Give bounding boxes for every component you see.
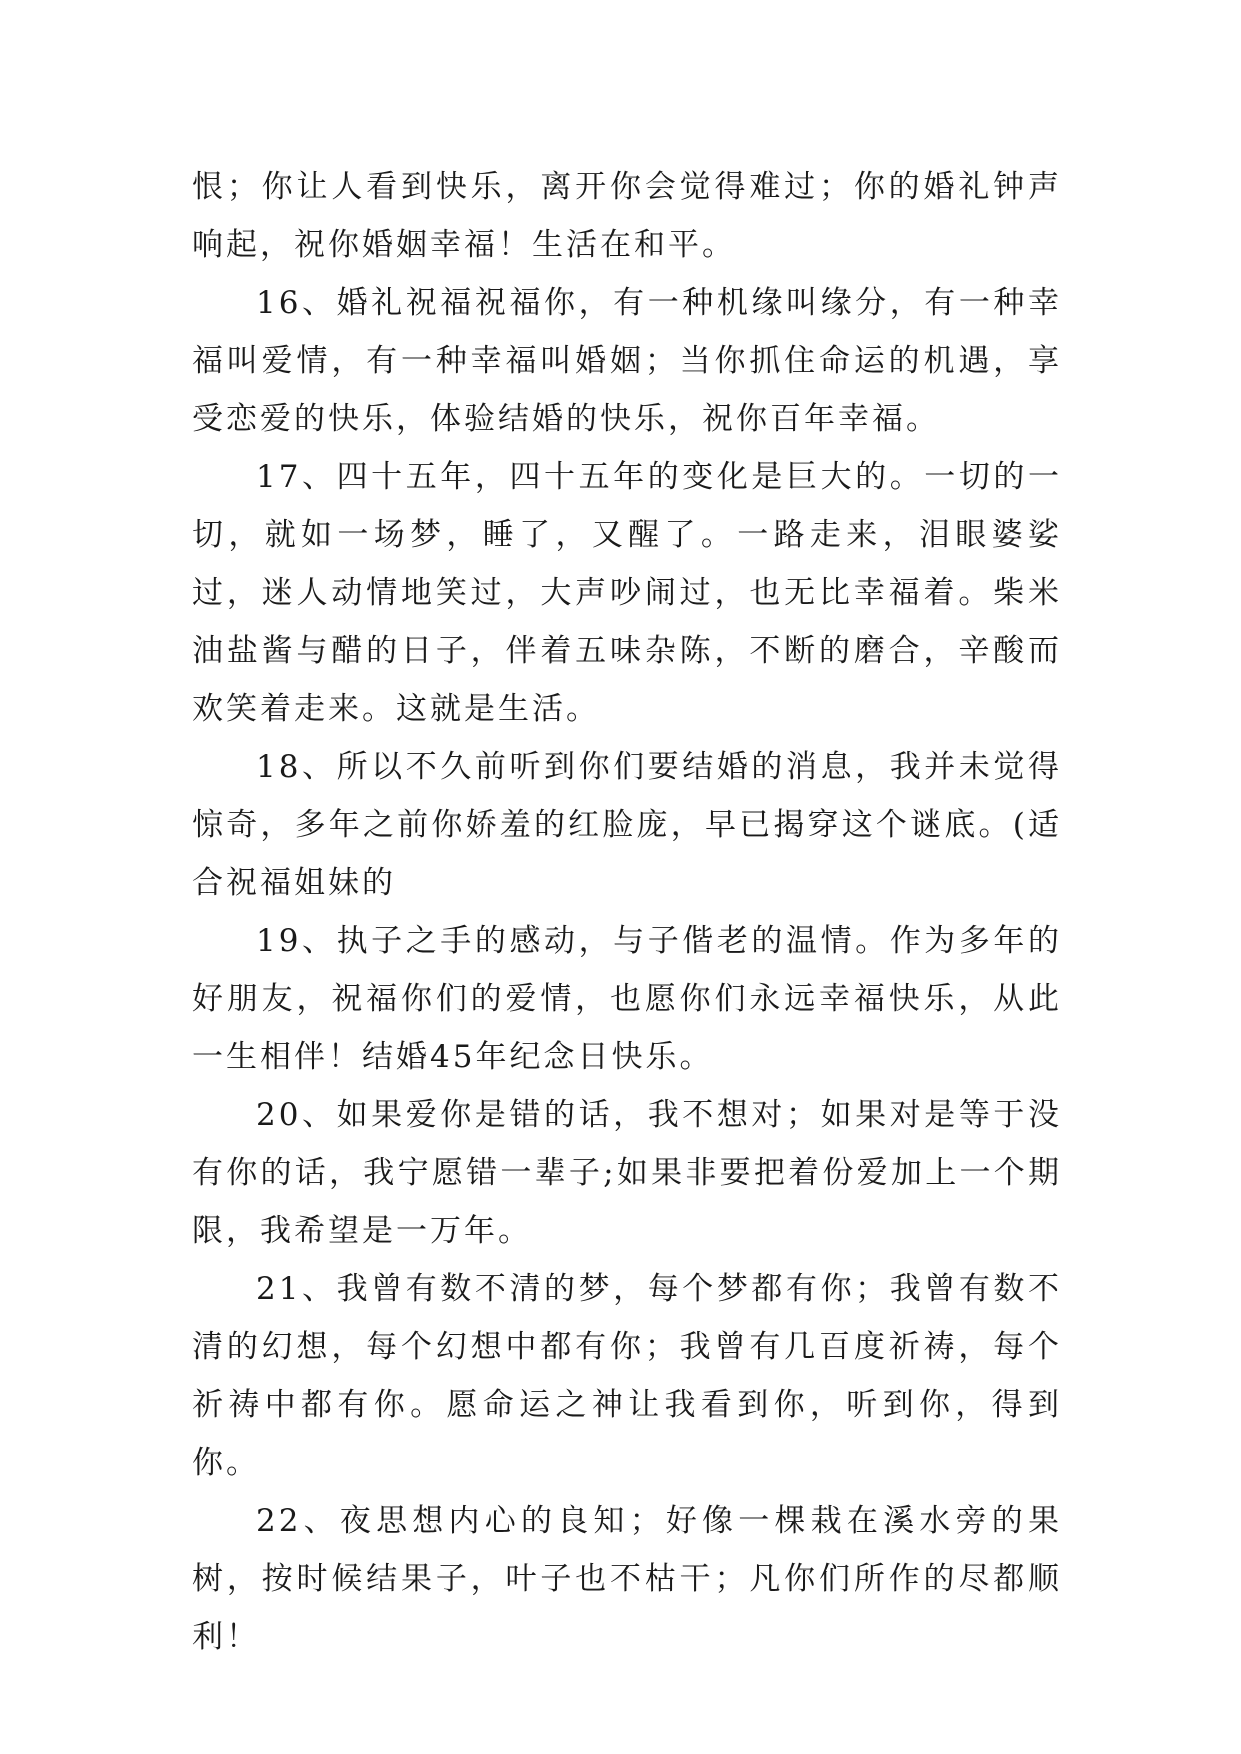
- paragraph-16: 16、婚礼祝福祝福你，有一种机缘叫缘分，有一种幸福叫爱情，有一种幸福叫婚姻；当你抓住命运的机遇，享受恋爱的快乐，体验结婚的快乐，祝你百年幸福。: [192, 285, 1062, 437]
- paragraph-21: 21、我曾有数不清的梦，每个梦都有你；我曾有数不清的幻想，每个幻想中都有你；我曾有几百度祈祷，每个祈祷中都有你。愿命运之神让我看到你，听到你，得到你。: [192, 1271, 1062, 1481]
- paragraph-18: 18、所以不久前听到你们要结婚的消息，我并未觉得惊奇，多年之前你娇羞的红脸庞，早已揭穿这个谜底。(适合祝福姐妹的: [192, 749, 1062, 901]
- document-body: [192, 158, 1062, 1666]
- paragraph-20: 20、如果爱你是错的话，我不想对；如果对是等于没有你的话，我宁愿错一辈子;如果非要把着份爱加上一个期限，我希望是一万年。: [192, 1097, 1062, 1249]
- paragraph-19: 19、执子之手的感动，与子偕老的温情。作为多年的好朋友，祝福你们的爱情，也愿你们永远幸福快乐，从此一生相伴！结婚45年纪念日快乐。: [192, 923, 1062, 1075]
- paragraph-continuation: 恨；你让人看到快乐，离开你会觉得难过；你的婚礼钟声响起，祝你婚姻幸福！生活在和平。: [192, 169, 1062, 263]
- paragraph-22: 22、夜思想内心的良知；好像一棵栽在溪水旁的果树，按时候结果子，叶子也不枯干；凡你们所作的尽都顺利！: [192, 1503, 1062, 1655]
- paragraph-17: 17、四十五年，四十五年的变化是巨大的。一切的一切，就如一场梦，睡了，又醒了。一路走来，泪眼婆娑过，迷人动情地笑过，大声吵闹过，也无比幸福着。柴米油盐酱与醋的日子，伴着五味杂陈，不断的磨合，辛酸而欢笑着走来。这就是生活。: [192, 459, 1062, 727]
